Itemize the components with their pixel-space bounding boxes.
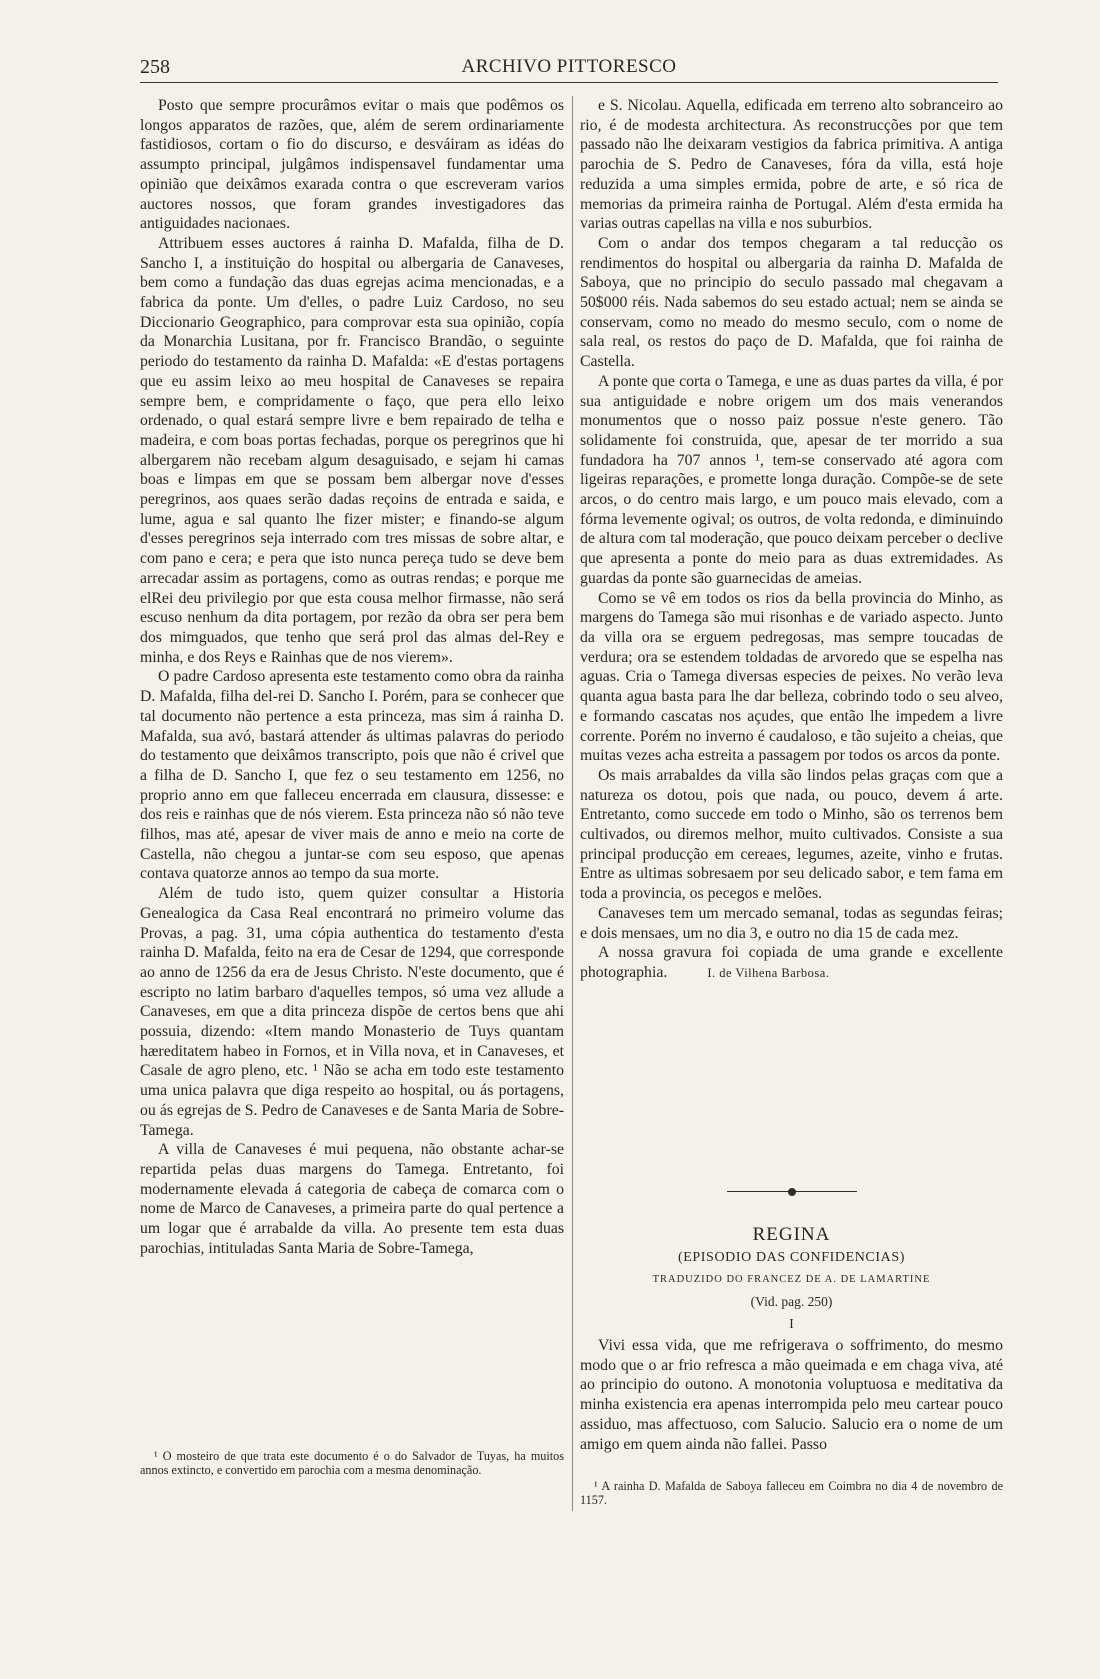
paragraph: A villa de Canaveses é mui pequena, não obstante achar-se repartida pelas duas margens do Tamega. Entretanto, foi modernamente elevada á categoria de cabeça de comarca com o nome de Marco de Canaveses, a primeira parte do qual pertence a um logar que é arrabalde da villa. Ao presente tem esta duas parochias, intituladas Santa Maria de Sobre-Tamega, [140,1141,564,1257]
article-body [580,1336,1003,1454]
paragraph: Attribuem esses auctores á rainha D. Mafalda, filha de D. Sancho I, a instituição do hospital ou albergaria de Canaveses, bem como a fundação das duas egrejas acima mencionadas, e a fabrica da ponte. Um d'elles, o padre Luiz Cardoso, no seu Diccionario Geographico, para comprovar esta sua opinião, copía da Monarchia Lusitana, por fr. Francisco Brandão, o seguinte periodo do testamento da rainha D. Mafalda: «E d'estas portagens que eu assim leixo ao meu hospital de Canaveses se repaira sempre bem, e compridamente o faço, que pera ello leixo ordenado, o qual estará sempre livre e bem repairado de telha e madeira, e com boas portas fechadas, porque os peregrinos que hi albergarem não recebam algum desaguisado, e sejam hi camas boas e limpas em que se possam bem albergar nove d'esses peregrinos, aos quaes serão dadas reçoins de entrada e saida, e lume, agua e sal quanto lhe fizer mister; e finando-se algum d'esses peregrinos seja interrado com tres missas de sobre altar, e com pano e cera; e pera que isto nunca pereça tudo se deve bem arrecadar assim as portagens, como as outras rendas; e porque me elRei deu privilegio por que esta cousa melhor firmasse, não será escuso nenhum da dita portagem, por rezão da obra ser pera bem dos mimguados, que tenho que será prol das almas del-Rey e minha, e dos Reys e Rainhas que de nos vierem». [140,234,564,666]
paragraph: A ponte que corta o Tamega, e une as duas partes da villa, é por sua antiguidade e nobre origem um dos mais venerandos monumentos que o nosso paiz possue n'este genero. Tão solidamente foi construida, que, apesar de ter morrido a sua fundadora ha 707 annos ¹, tem-se conservado até agora com ligeiras reparações, e promette longa duração. Compõe-se de sete arcos, o do centro mais largo, e um pouco mais elevado, com a fórma levemente ogival; os outros, de volta redonda, e diminuindo de altura com tal moderação, que pouco deixam perceber o declive que apresenta a ponte do meio para as duas extremidades. As guardas da ponte são guarnecidas de ameias. [580,372,1003,587]
paragraph: Com o andar dos tempos chegaram a tal reducção os rendimentos do hospital ou albergaria da rainha D. Mafalda de Saboya, que no principio do seculo passado mal chegavam a 50$000 réis. Nada sabemos do seu estado actual; nem se ainda se conservam, como no meado do mesmo seculo, com o nome de sala real, os restos do paço de D. Mafalda, que foi rainha de Castella. [580,234,1003,371]
column-rule [572,96,573,1511]
article-title: REGINA [752,1224,831,1245]
page-header [140,56,998,83]
paragraph: Além de tudo isto, quem quizer consultar a Historia Genealogica da Casa Real encontrará no primeiro volume das Provas, a pag. 31, uma cópia authentica do testamento d'esta rainha D. Mafalda, feito na era de Cesar de 1294, que corresponde ao anno de 1256 da era de Jesus Christo. N'este documento, que é escripto no latim barbaro d'aquelles tempos, só uma vez allude a Canaveses, em que a dita princeza dispõe de certos bens que ahi possuia, dizendo: «Item mando Monasterio de Tuys quantam hæreditatem habeo in Fornos, et in Villa nova, et in Canaveses, et Casale de agro pleno, etc. ¹ Não se acha em todo este testamento uma unica palavra que diga respeito ao hospital, ou ás portagens, ou ás egrejas de S. Pedro de Canaveses e de Santa Maria de Sobre-Tamega. [140,885,564,1139]
article-subtitle: (EPISODIO DAS CONFIDENCIAS) [678,1250,905,1265]
author-signature: I. de Vilhena Barbosa. [707,965,830,980]
left-column [140,96,564,1258]
paragraph: Vivi essa vida, que me refrigerava o soffrimento, do mesmo modo que o ar frio refresca a mão queimada e em chaga viva, até ao principio do outono. A monotonia voluptuosa e meditativa da minha existencia era apenas interrompida pelo meu cartear pouco assiduo, mas affectuoso, com Salucio. Salucio era o nome de um amigo em quem ainda não fallei. Passo [580,1337,1003,1453]
running-title: ARCHIVO PITTORESCO [461,56,677,77]
paragraph-text: A nossa gravura foi copiada de uma grande e excellente photographia. [580,944,1003,981]
paragraph: Posto que sempre procurâmos evitar o mais que podêmos os longos apparatos de razões, que, além de serem ordinariamente fastidiosos, cortam o fio do discurso, e desváiram as idéas do assumpto principal, julgâmos indispensavel fundamentar uma opinião que deixâmos exarada contra o que escreveram varios auctores nossos, que foram grandes investigadores das antiguidades nacionaes. [140,97,564,233]
paragraph: Como se vê em todos os rios da bella provincia do Minho, as margens do Tamega são mui risonhas e de variado aspecto. Junto da villa ora se erguem pedregosas, mas sempre toucadas de verdura; ora se estendem toldadas de arvoredo que se espelha nas aguas. Cria o Tamega diversas especies de peixes. No verão leva quanta agua basta para lhe dar belleza, cobrindo todo o seu alveo, e formando cascatas nos açudes, que então lhe impedem a livre corrente. Porém no inverno é caudaloso, e tão sujeito a cheias, que muitas vezes acha estreita a passagem por todos os arcos da ponte. [580,589,1003,765]
page-reference: (Vid. pag. 250) [750,1294,833,1309]
paragraph: e S. Nicolau. Aquella, edificada em terreno alto sobranceiro ao rio, é de modesta architectura. As reconstrucções por que tem passado não lhe deixaram vestigios da fabrica primitiva. A antiga parochia de S. Pedro de Canaveses, fóra da villa, está hoje reduzida a uma simples ermida, pobre de arte, e só rica de memorias da primeira rainha de Portugal. Além d'esta ermida ha varias outras capellas na villa e nos suburbios. [580,97,1003,233]
footnote-left: ¹ O mosteiro de que trata este documento é o do Salvador de Tuyas, ha muitos annos extincto, e convertido em parochia com a mesma denominação. [140,1449,564,1477]
translation-credit: TRADUZIDO DO FRANCEZ DE A. DE LAMARTINE [652,1274,931,1285]
paragraph: O padre Cardoso apresenta este testamento como obra da rainha D. Mafalda, filha del-rei D. Sancho I. Porém, para se conhecer que tal documento não pertence a esta princeza, mas sim á rainha D. Mafalda, sua avó, bastará attender ás ultimas palavras do periodo do testamento que deixâmos transcripto, pois que não é crivel que a filha de D. Sancho I, que fez o seu testamento em 1256, no proprio anno em que falleceu encerrada em clausura, dissesse: e dos reis e rainhas que de nós vierem. Esta princeza não só não teve filhos, mas até, apesar de viver mais de anno e meio na corte de Castella, não chegou a juntar-se com seu esposo, que apenas contava quatorze annos ao tempo da sua morte. [140,668,564,883]
footnote-right: ¹ A rainha D. Mafalda de Saboya falleceu em Coimbra no dia 4 de novembro de 1157. [580,1479,1003,1507]
section-number: I [789,1316,794,1331]
page-number: 258 [140,56,170,78]
paragraph: Os mais arrabaldes da villa são lindos pelas graças com que a natureza os dotou, pois que nada, ou pouco, devem á arte. Entretanto, como succede em todo o Minho, são os terrenos bem cultivados, ou diremos melhor, muito cultivados. Consiste a sua principal producção em cereaes, legumes, azeite, vinho e frutas. Entre as ultimas sobresaem por seu delicado sabor, e tem fama em toda a provincia, os pecegos e melões. [580,766,1003,903]
right-column [580,96,1003,984]
paragraph [580,943,1003,983]
paragraph: Canaveses tem um mercado semanal, todas as segundas feiras; e dois mensaes, um no dia 3, e outro no dia 15 de cada mez. [580,904,1003,942]
divider-ornament [788,1188,796,1196]
